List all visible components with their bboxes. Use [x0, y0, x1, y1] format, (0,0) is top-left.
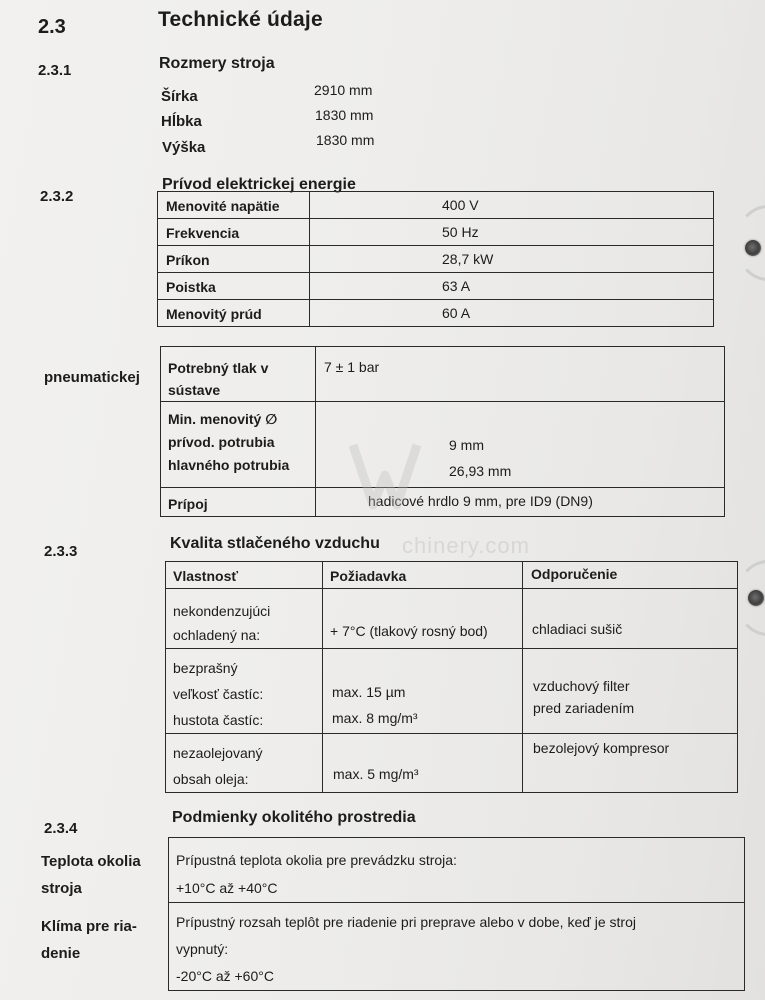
watermark-logo-icon [345, 435, 425, 515]
requirement-cell: max. 5 mg/m³ [323, 734, 523, 793]
cell-line: hustota častíc: [173, 712, 264, 728]
electrical-label: Príkon [158, 246, 310, 273]
cell-line: obsah oleja: [173, 771, 249, 787]
pneumatic-label [161, 402, 316, 488]
cell-line: Prípustný rozsah teplôt pre riadenie pri preprave alebo v dobe, keď je stroj [176, 914, 636, 930]
pneumatic-value-line: 26,93 mm [449, 463, 512, 479]
recommendation-cell: chladiaci sušič [523, 589, 738, 649]
pneumatic-label-line: hlavného potrubia [168, 457, 290, 473]
table-row [161, 402, 725, 488]
environment-table [168, 837, 745, 991]
dimension-label-depth: Hĺbka [161, 113, 202, 130]
requirement-cell: + 7°C (tlakový rosný bod) [323, 589, 523, 649]
column-header: Odporučenie [523, 562, 738, 589]
side-label-line: stroja [41, 880, 82, 897]
pneumatic-label [161, 347, 316, 402]
pneumatic-value: hadicové hrdlo 9 mm, pre ID9 (DN9) [316, 488, 725, 517]
pneumatic-label-line: prívod. potrubia [168, 434, 275, 450]
table-row [158, 192, 714, 219]
cell-line: nezaolejovaný [173, 745, 263, 761]
dimension-label-width: Šírka [161, 88, 198, 105]
table-row [158, 273, 714, 300]
subsection-number-2: 2.3.2 [40, 188, 74, 205]
environment-cell [169, 838, 745, 903]
table-row [158, 219, 714, 246]
dimension-label-height: Výška [162, 139, 206, 156]
recommendation-cell: bezolejový kompresor [523, 734, 738, 793]
table-row [161, 488, 725, 517]
table-row [166, 734, 738, 793]
property-cell [166, 734, 323, 793]
table-header-row [166, 562, 738, 589]
cell-line: veľkosť častíc: [173, 686, 264, 702]
recommendation-cell [523, 649, 738, 734]
subsection-number-4: 2.3.4 [44, 820, 78, 837]
property-cell [166, 649, 323, 734]
electrical-label: Frekvencia [158, 219, 310, 246]
cell-line: max. 15 µm [332, 684, 406, 700]
pneumatic-table [160, 346, 725, 517]
electrical-value: 60 A [310, 300, 714, 327]
electrical-value: 63 A [310, 273, 714, 300]
cell-line: Prípustná teplota okolia pre prevádzku stroja: [176, 852, 457, 868]
pneumatic-side-label: pneumatickej [44, 369, 140, 386]
dimension-value-width: 2910 mm [314, 82, 373, 98]
subsection-title-3: Kvalita stlačeného vzduchu [170, 535, 380, 552]
electrical-value: 28,7 kW [310, 246, 714, 273]
cell-line: vypnutý: [176, 941, 229, 957]
column-header: Vlastnosť [166, 562, 323, 589]
climate-side-label [41, 913, 137, 967]
ambient-temp-side-label [41, 848, 141, 902]
section-title: Technické údaje [158, 8, 323, 31]
electrical-label: Menovité napätie [158, 192, 310, 219]
subsection-title-4: Podmienky okolitého prostredia [172, 809, 416, 826]
table-row [166, 649, 738, 734]
electrical-label: Poistka [158, 273, 310, 300]
table-row [166, 589, 738, 649]
cell-line: max. 8 mg/m³ [332, 710, 418, 726]
dimension-value-depth: 1830 mm [315, 107, 374, 123]
binder-hole [748, 590, 764, 606]
requirement-cell [323, 649, 523, 734]
air-quality-table [165, 561, 738, 793]
binder-hole [745, 240, 761, 256]
environment-cell [169, 903, 745, 991]
cell-line: +10°C až +40°C [176, 880, 278, 896]
subsection-number-3: 2.3.3 [44, 543, 78, 560]
cell-line: nekondenzujúci [173, 603, 271, 619]
electrical-label: Menovitý prúd [158, 300, 310, 327]
table-row [169, 838, 745, 903]
subsection-title-1: Rozmery stroja [159, 55, 275, 72]
cell-line: bezprašný [173, 660, 238, 676]
table-row [158, 246, 714, 273]
column-header: Požiadavka [323, 562, 523, 589]
side-label-line: denie [41, 945, 81, 962]
dimension-value-height: 1830 mm [316, 132, 375, 148]
watermark-text: chinery.com [402, 533, 530, 558]
subsection-title-2: Prívod elektrickej energie [162, 176, 356, 193]
side-label-line: Klíma pre ria- [41, 918, 137, 935]
pneumatic-label-line: sústave [168, 382, 221, 398]
electrical-table [157, 191, 714, 327]
table-row [158, 300, 714, 327]
pneumatic-value-line: 9 mm [449, 437, 484, 453]
table-row [161, 347, 725, 402]
electrical-value: 50 Hz [310, 219, 714, 246]
cell-line: ochladený na: [173, 627, 261, 643]
table-row [169, 903, 745, 991]
property-cell [166, 589, 323, 649]
cell-line: vzduchový filter [533, 678, 630, 694]
electrical-value: 400 V [310, 192, 714, 219]
cell-line: -20°C až +60°C [176, 968, 274, 984]
pneumatic-label-line: Min. menovitý ∅ [168, 411, 278, 427]
pneumatic-value: 7 ± 1 bar [316, 347, 725, 402]
pneumatic-label-line: Potrebný tlak v [168, 360, 269, 376]
section-number: 2.3 [38, 16, 66, 38]
subsection-number-1: 2.3.1 [38, 62, 72, 79]
pneumatic-label: Prípoj [161, 488, 316, 517]
cell-line: pred zariadením [533, 700, 635, 716]
side-label-line: Teplota okolia [41, 853, 141, 870]
